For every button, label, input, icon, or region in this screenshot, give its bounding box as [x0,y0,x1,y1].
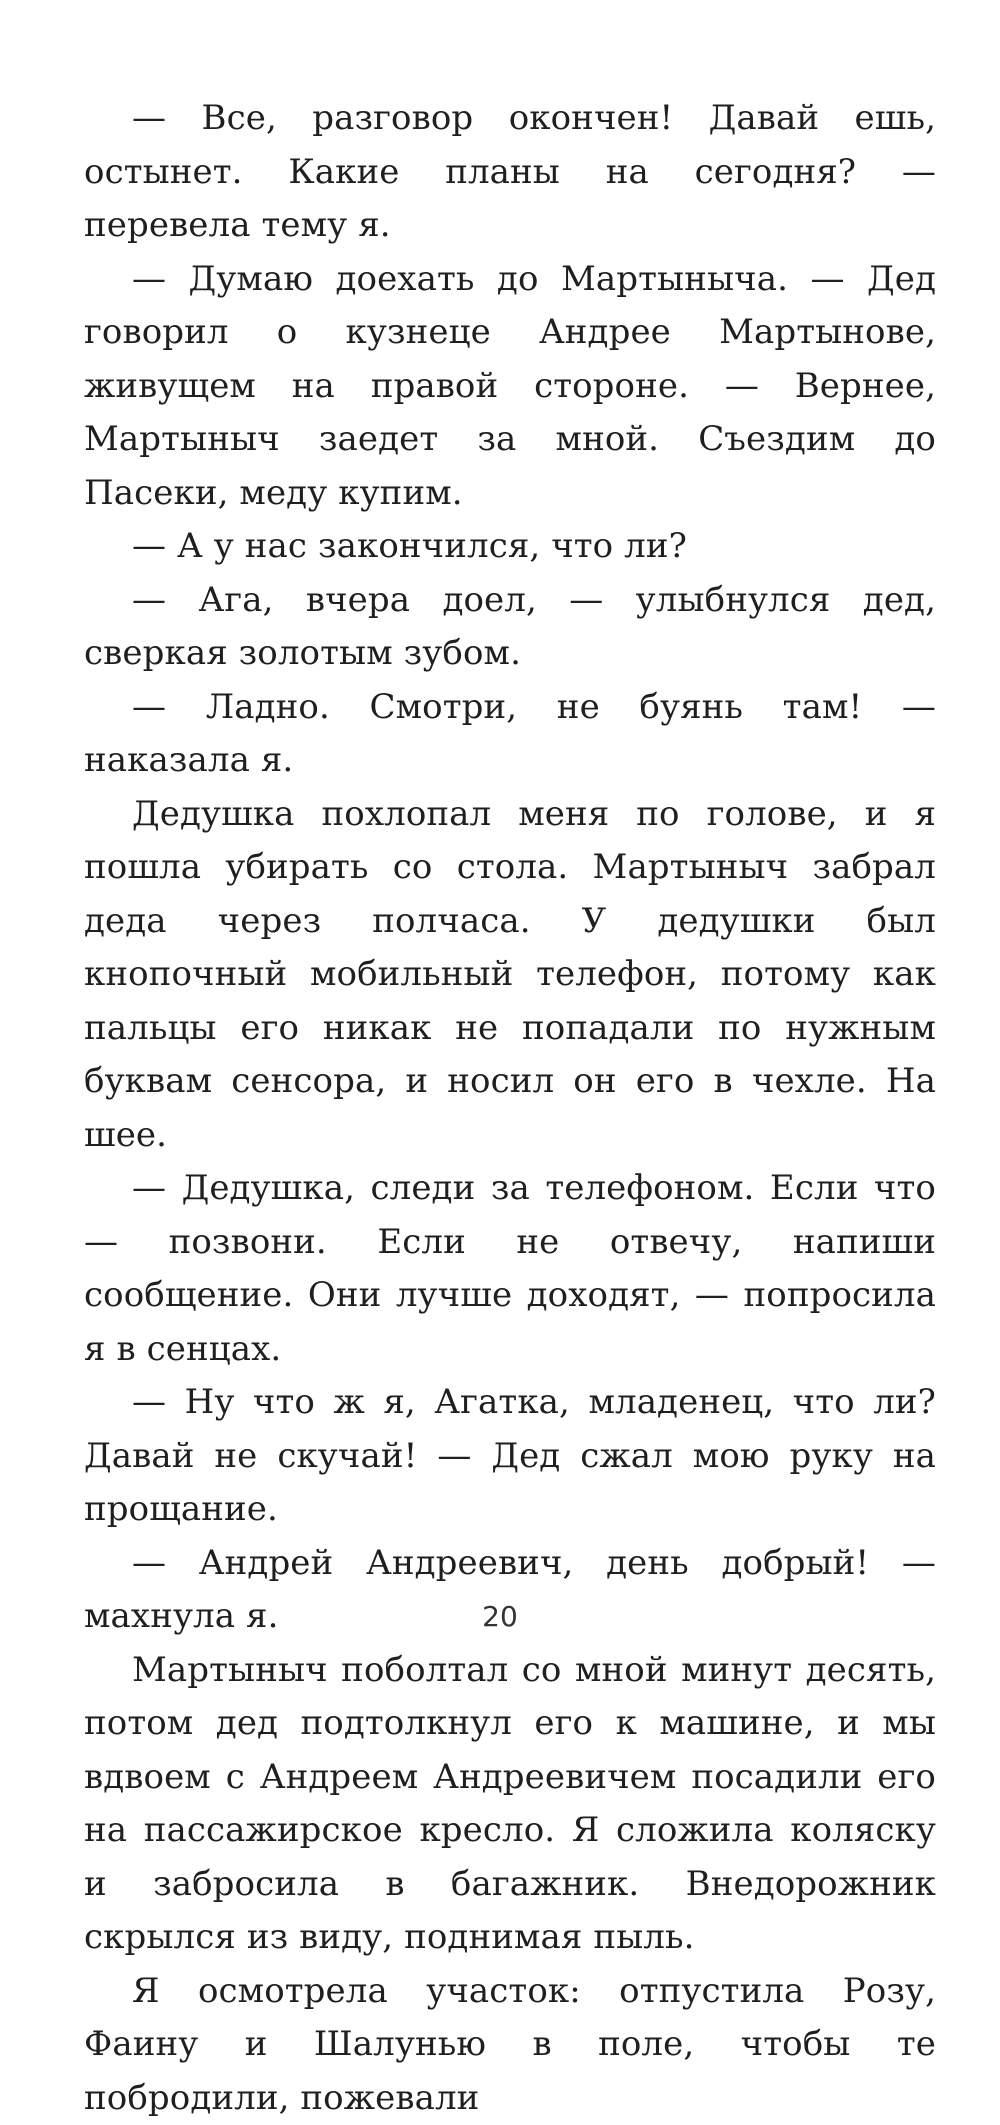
paragraph: — Дедушка, следи за телефоном. Если что — позвони. Если не отвечу, напиши сообщение. Они лучше доходят, — попросила я в сенцах. [84,1162,936,1376]
paragraph: — А у нас закончился, что ли? [84,520,936,574]
paragraph: — Ага, вчера доел, — улыбнулся дед, сверкая золотым зубом. [84,574,936,681]
paragraph: Дедушка похлопал меня по голове, и я пошла убирать со стола. Мартыныч забрал деда через полчаса. У дедушки был кнопочный мобильный телефон, потому как пальцы его никак не попадали по нужным буквам сенсора, и носил он его в чехле. На шее. [84,788,936,1163]
body-text [84,92,936,2125]
page-number: 20 [0,1600,1000,1633]
book-page [84,92,936,1652]
paragraph: — Думаю доехать до Мартыныча. — Дед говорил о кузнеце Андрее Мартынове, живущем на правой стороне. — Вернее, Мартыныч заедет за мной. Съездим до Пасеки, меду купим. [84,253,936,521]
paragraph: — Ну что ж я, Агатка, младенец, что ли? Давай не скучай! — Дед сжал мою руку на прощание. [84,1376,936,1537]
paragraph: — Все, разговор окончен! Давай ешь, остынет. Какие планы на сегодня? — перевела тему я. [84,92,936,253]
paragraph: — Андрей Андреевич, день добрый! — махнула я. [84,1537,936,1644]
paragraph: — Ладно. Смотри, не буянь там! — наказала я. [84,681,936,788]
paragraph: Я осмотрела участок: отпустила Розу, Фаину и Шалунью в поле, чтобы те побродили, пожевали [84,1965,936,2125]
paragraph: Мартыныч поболтал со мной минут десять, потом дед подтолкнул его к машине, и мы вдвоем с Андреем Андреевичем посадили его на пассажирское кресло. Я сложила коляску и забросила в багажник. Внедорожник скрылся из виду, поднимая пыль. [84,1644,936,1965]
